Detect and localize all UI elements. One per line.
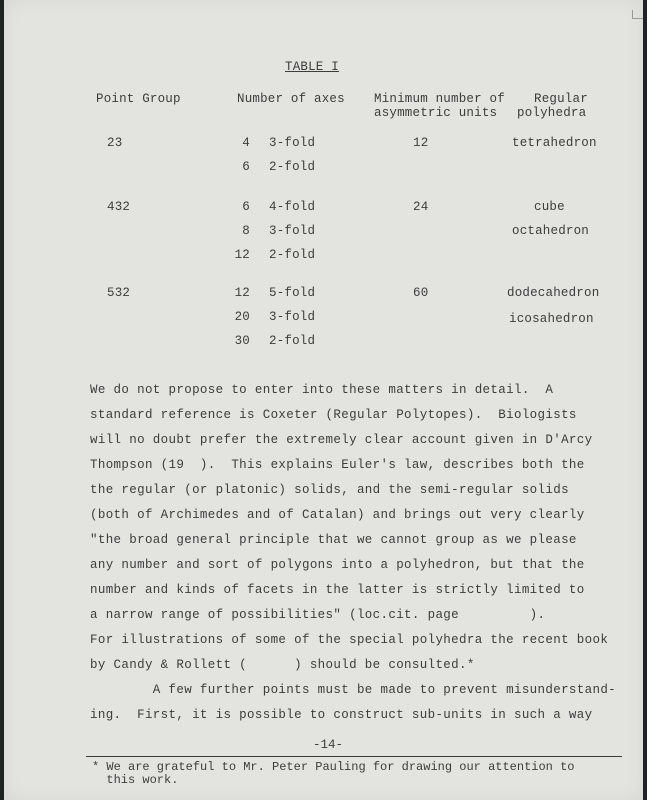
body-line: number and kinds of facets in the latter is strictly limited to xyxy=(90,583,585,597)
body-line: a narrow range of possibilities" (loc.cit. page ). xyxy=(90,608,546,622)
body-line: by Candy & Rollett ( ) should be consulted.* xyxy=(90,658,475,672)
axis-count-cell: 6 xyxy=(242,200,250,214)
axis-fold-cell: 2-fold xyxy=(269,248,316,262)
point-group-cell: 532 xyxy=(107,286,131,300)
body-line: Thompson (19 ). This explains Euler's law, describes both the xyxy=(90,458,585,472)
page-corner-mark xyxy=(632,10,643,19)
table-title: TABLE I xyxy=(285,60,339,74)
body-line: A few further points must be made to prevent misunderstand- xyxy=(90,683,617,697)
axis-count-cell: 4 xyxy=(242,136,250,150)
polyhedron-cell: icosahedron xyxy=(509,312,594,326)
axis-fold-cell: 5-fold xyxy=(269,286,316,300)
body-line: We do not propose to enter into these matters in detail. A xyxy=(90,383,554,397)
min-units-cell: 24 xyxy=(413,200,429,214)
axis-count-cell: 12 xyxy=(234,286,250,300)
axis-fold-cell: 4-fold xyxy=(269,200,316,214)
axis-count-cell: 30 xyxy=(234,334,250,348)
body-line: any number and sort of polygons into a polyhedron, but that the xyxy=(90,558,585,572)
header-polyhedra-2: polyhedra xyxy=(517,106,587,120)
body-line: "the broad general principle that we cannot group as we please xyxy=(90,533,577,547)
axis-fold-cell: 3-fold xyxy=(269,224,316,238)
body-line: will no doubt prefer the extremely clear account given in D'Arcy xyxy=(90,433,593,447)
body-line: For illustrations of some of the special polyhedra the recent book xyxy=(90,633,609,647)
header-min-units-2: asymmetric units xyxy=(374,106,498,120)
axis-count-cell: 12 xyxy=(234,248,250,262)
page-number: -14- xyxy=(313,738,344,752)
point-group-cell: 23 xyxy=(107,136,123,150)
point-group-cell: 432 xyxy=(107,200,131,214)
polyhedron-cell: dodecahedron xyxy=(507,286,600,300)
header-axes: Number of axes xyxy=(237,92,345,106)
axis-count-cell: 8 xyxy=(242,224,250,238)
footnote-divider xyxy=(86,756,622,757)
axis-count-cell: 6 xyxy=(242,160,250,174)
body-line: standard reference is Coxeter (Regular Polytopes). Biologists xyxy=(90,408,577,422)
body-line: the regular (or platonic) solids, and the semi-regular solids xyxy=(90,483,569,497)
header-point-group: Point Group xyxy=(96,92,181,106)
polyhedron-cell: tetrahedron xyxy=(512,136,597,150)
axis-fold-cell: 3-fold xyxy=(269,310,316,324)
header-polyhedra-1: Regular xyxy=(534,92,588,106)
axis-fold-cell: 2-fold xyxy=(269,334,316,348)
axis-fold-cell: 3-fold xyxy=(269,136,316,150)
min-units-cell: 60 xyxy=(413,286,429,300)
document-page xyxy=(4,0,643,800)
header-min-units-1: Minimum number of xyxy=(374,92,505,106)
polyhedron-cell: cube xyxy=(534,200,565,214)
body-line: ing. First, it is possible to construct sub-units in such a way xyxy=(90,708,593,722)
min-units-cell: 12 xyxy=(413,136,429,150)
body-line: (both of Archimedes and of Catalan) and brings out very clearly xyxy=(90,508,585,522)
footnote: * We are grateful to Mr. Peter Pauling for drawing our attention to this work. xyxy=(92,760,575,787)
axis-count-cell: 20 xyxy=(234,310,250,324)
polyhedron-cell: octahedron xyxy=(512,224,590,238)
axis-fold-cell: 2-fold xyxy=(269,160,316,174)
